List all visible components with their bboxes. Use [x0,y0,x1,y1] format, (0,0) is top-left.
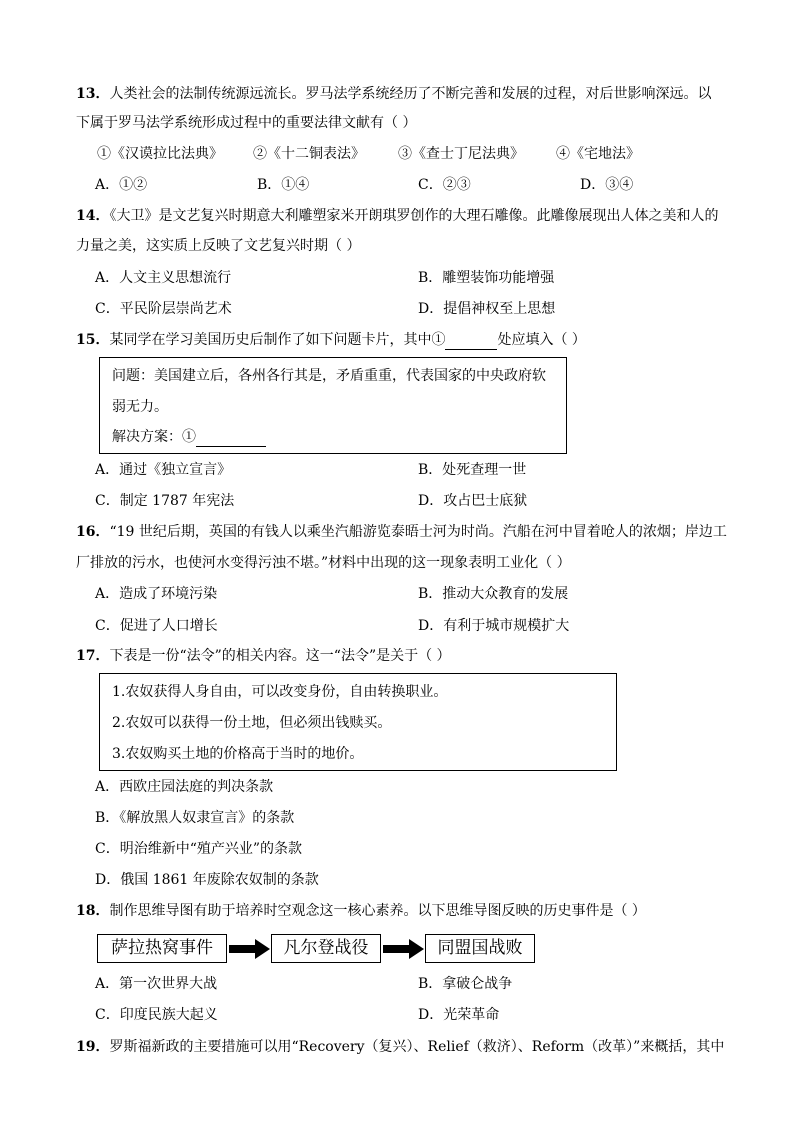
mindmap-arrow-2-icon [383,938,425,960]
q14-option-b[interactable]: B．雕塑装饰功能增强 [418,270,555,286]
q15-option-d[interactable]: D．攻占巴士底狱 [418,493,528,509]
q13-option-c[interactable]: C．②③ [418,177,471,193]
q15-stem-part1: 15．某同学在学习美国历史后制作了如下问题卡片，其中① [76,332,446,348]
q14-stem-line2: 力量之美，这实质上反映了文艺复兴时期（ ） [76,238,361,254]
q16-stem-line1: 16．“19 世纪后期，英国的有钱人以乘坐汽船游览泰晤士河为时尚。汽船在河中冒着呛人的浓烟；岸边工 [76,524,727,540]
q16-option-b[interactable]: B．推动大众教育的发展 [418,586,569,602]
q15-option-a[interactable]: A．通过《独立宣言》 [95,462,232,478]
q16-option-c[interactable]: C．促进了人口增长 [95,618,218,634]
q15-option-b[interactable]: B．处死查理一世 [418,462,527,478]
q18-stem-line1: 18．制作思维导图有助于培养时空观念这一核心素养。以下思维导图反映的历史事件是（ ） [76,903,646,919]
q16-option-a[interactable]: A．造成了环境污染 [95,586,218,602]
q15-card-blank [196,430,266,447]
q17-option-d[interactable]: D．俄国 1861 年废除农奴制的条款 [95,872,319,888]
mindmap-arrow-1-icon [229,938,271,960]
question-number: 14． [76,208,110,224]
q15-stem-blank [445,333,497,350]
question-number: 17． [76,648,110,664]
q17-option-a[interactable]: A．西欧庄园法庭的判决条款 [95,779,274,795]
q17-option-c[interactable]: C．明治维新中“殖产兴业”的条款 [95,841,303,857]
q15-card-line2: 弱无力。 [112,399,168,415]
q18-option-d[interactable]: D．光荣革命 [418,1007,500,1023]
q18-option-b[interactable]: B．拿破仑战争 [418,976,513,992]
q14-option-a[interactable]: A．人文主义思想流行 [95,270,232,286]
q15-stem-part2: 处应填入（ ） [497,332,586,348]
question-number: 15． [76,332,110,348]
question-number: 18． [76,903,110,919]
question-number: 13． [76,86,110,102]
q13-item-3: ③《查士丁尼法典》 [398,146,524,162]
q14-option-d[interactable]: D．提倡神权至上思想 [418,301,556,317]
q18-option-c[interactable]: C．印度民族大起义 [95,1007,218,1023]
q17-decree-table [99,673,617,771]
q17-stem-line1: 17．下表是一份“法令”的相关内容。这一“法令”是关于（ ） [76,648,451,664]
q13-option-b[interactable]: B．①④ [257,177,310,193]
q17-table-row-1: 1.农奴获得人身自由，可以改变身份，自由转换职业。 [112,684,448,700]
q14-option-c[interactable]: C．平民阶层崇尚艺术 [95,301,232,317]
q13-item-2: ②《十二铜表法》 [253,146,365,162]
q15-card-solution-label: 解决方案：① [112,429,196,445]
q15-problem-card [99,357,567,454]
q17-table-row-2: 2.农奴可以获得一份土地，但必须出钱赎买。 [112,715,392,731]
q15-option-c[interactable]: C．制定 1787 年宪法 [95,493,235,509]
q16-stem-line2: 厂排放的污水，也使河水变得污浊不堪。”材料中出现的这一现象表明工业化（ ） [76,555,571,571]
question-number: 16． [76,524,110,540]
q18-option-a[interactable]: A．第一次世界大战 [95,976,218,992]
question-number: 19． [76,1039,110,1055]
q15-card-line3 [112,427,266,447]
q13-option-d[interactable]: D．③④ [580,177,634,193]
q16-option-d[interactable]: D．有利于城市规模扩大 [418,618,570,634]
mindmap-node-3: 同盟国战败 [425,934,535,963]
mindmap-node-1: 萨拉热窝事件 [97,934,227,963]
q14-stem-line1: 14．《大卫》是文艺复兴时期意大利雕塑家米开朗琪罗创作的大理石雕像。此雕像展现出人体之美和人的 [76,208,719,224]
q15-card-line1: 问题：美国建立后，各州各行其是，矛盾重重，代表国家的中央政府软 [112,368,546,384]
q13-stem-line2: 下属于罗马法学系统形成过程中的重要法律文献有（ ） [76,115,417,131]
mindmap-node-2: 凡尔登战役 [271,934,381,963]
q17-table-row-3: 3.农奴购买土地的价格高于当时的地价。 [112,746,364,762]
q19-stem-line1: 19．罗斯福新政的主要措施可以用“Recovery（复兴）、Relief（救济）、Reform（改革）”来概括，其中 [76,1039,725,1055]
q13-item-4: ④《宅地法》 [556,146,640,162]
q15-stem-line1 [76,330,586,350]
q13-option-a[interactable]: A．①② [95,177,148,193]
q13-item-1: ①《汉谟拉比法典》 [97,146,223,162]
q13-stem-line1: 13．人类社会的法制传统源远流长。罗马法学系统经历了不断完善和发展的过程，对后世影响深远。以 [76,86,712,102]
q17-option-b[interactable]: B．《解放黑人奴隶宣言》的条款 [95,810,295,826]
